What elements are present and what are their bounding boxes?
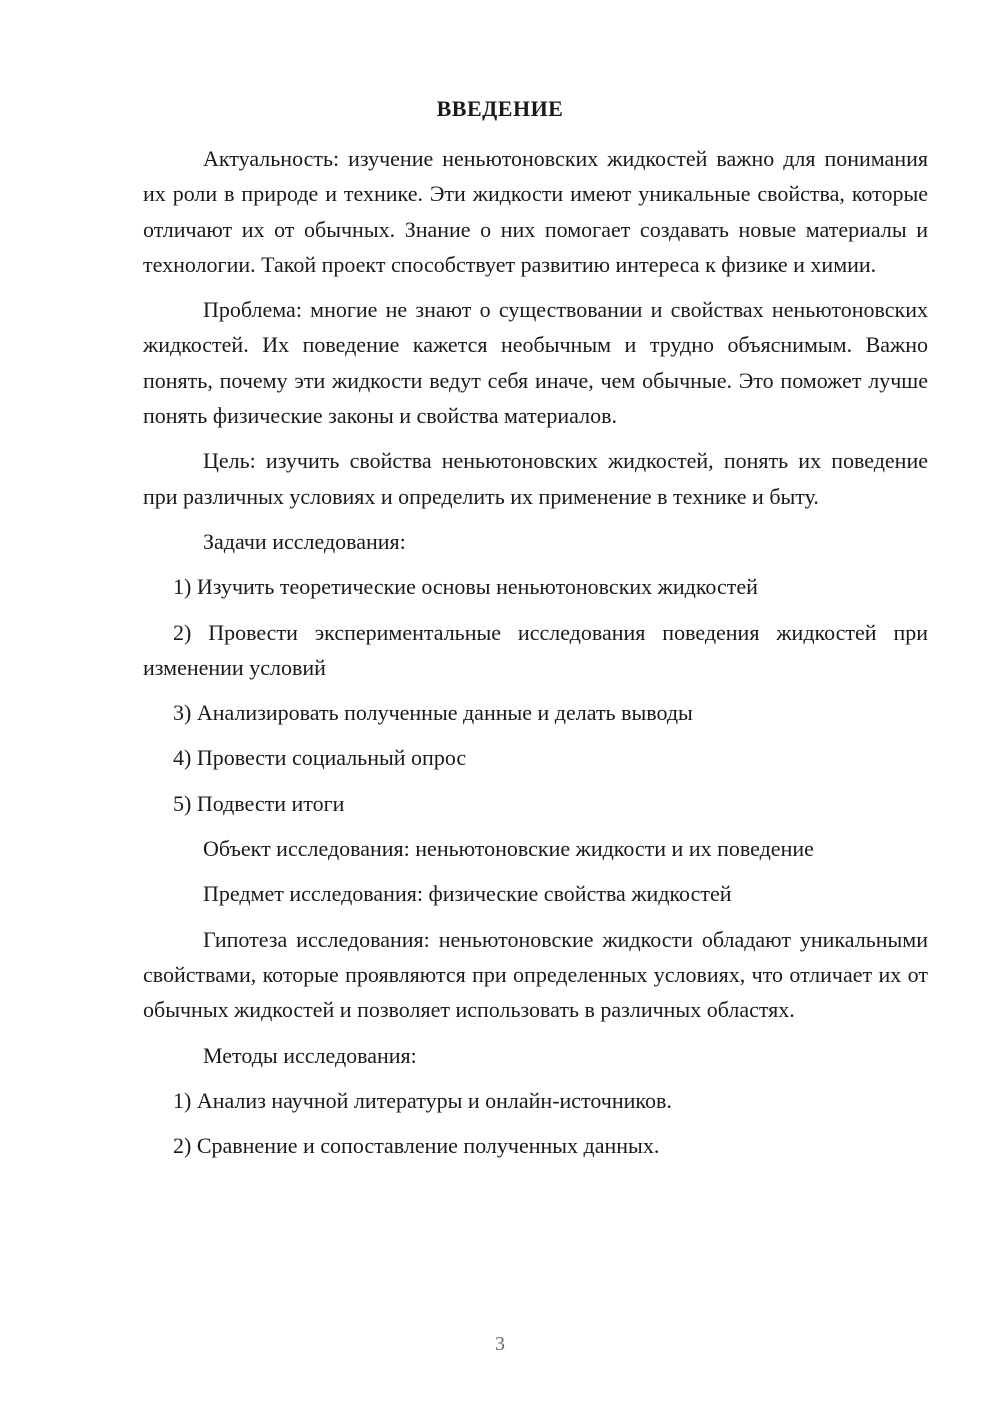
page-title: ВВЕДЕНИЕ	[436, 96, 564, 121]
task-item-2: 2) Провести экспериментальные исследования поведения жидкостей при изменении условий	[143, 619, 928, 680]
problem-paragraph: Проблема: многие не знают о существовании и свойствах неньютоновских жидкостей. Их поведение кажется необычным и трудно объяснимым. Важно понять, почему эти жидкости ведут себя иначе, чем обычные. Это поможет лучше понять физические законы и свойства материалов.	[143, 297, 928, 429]
page-number: 3	[495, 1333, 505, 1355]
hypothesis-paragraph: Гипотеза исследования: неньютоновские жидкости обладают уникальными свойствами, которые проявляются при определенных условиях, что отличает их от обычных жидкостей и позволяет использовать в различных областях.	[143, 926, 928, 1023]
method-item-2: 2) Сравнение и сопоставление полученных данных.	[173, 1133, 660, 1159]
object-paragraph: Объект исследования: неньютоновские жидкости и их поведение	[203, 836, 814, 862]
goal-paragraph: Цель: изучить свойства неньютоновских жидкостей, понять их поведение при различных условиях и определить их применение в технике и быту.	[143, 448, 928, 509]
task-item-1: 1) Изучить теоретические основы неньютоновских жидкостей	[173, 574, 758, 600]
task-item-5: 5) Подвести итоги	[173, 790, 345, 816]
methods-heading: Методы исследования:	[203, 1042, 417, 1068]
relevance-paragraph: Актуальность: изучение неньютоновских жидкостей важно для понимания их роли в природе и технике. Эти жидкости имеют уникальные свойства, которые отличают их от обычных. Знание о них помогает создавать новые материалы и технологии. Такой проект способствует развитию интереса к физике и химии.	[143, 146, 928, 277]
task-item-3: 3) Анализировать полученные данные и делать выводы	[173, 700, 693, 726]
document-body	[143, 141, 928, 1173]
method-item-1: 1) Анализ научной литературы и онлайн-источников.	[173, 1087, 672, 1113]
tasks-heading: Задачи исследования:	[203, 528, 406, 554]
task-item-4: 4) Провести социальный опрос	[173, 745, 467, 771]
subject-paragraph: Предмет исследования: физические свойства жидкостей	[203, 881, 732, 907]
